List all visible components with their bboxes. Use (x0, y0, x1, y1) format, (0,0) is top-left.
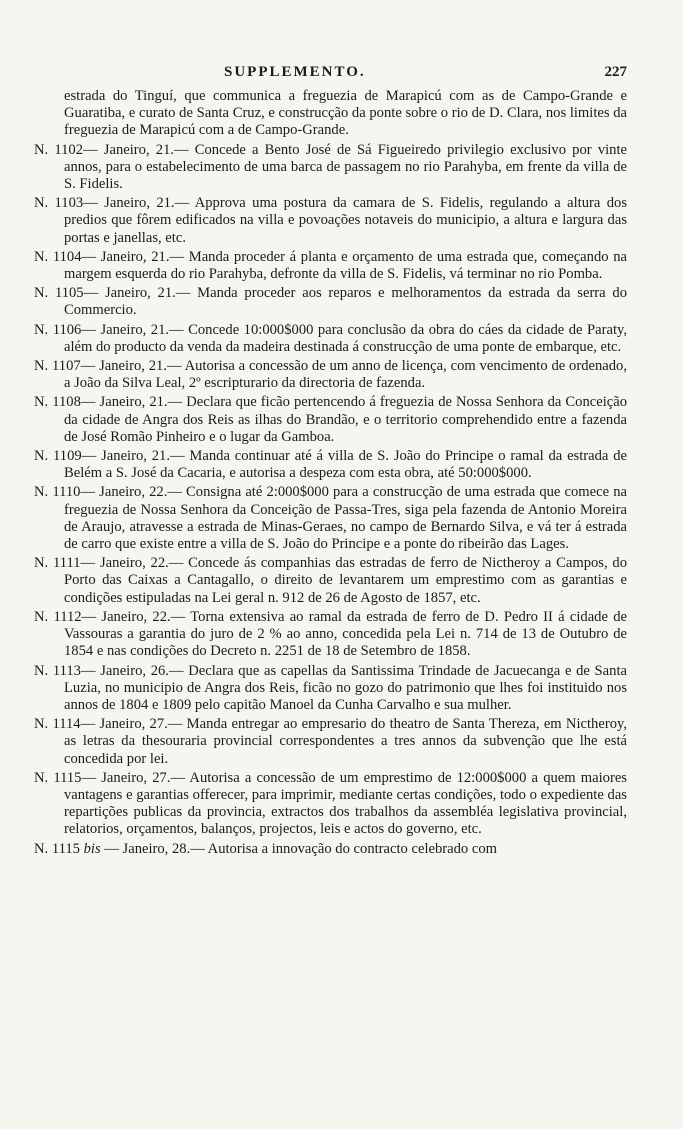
running-title: SUPPLEMENTO. (224, 64, 366, 80)
decree-number: N. 1106— (34, 321, 96, 338)
decree-entry (34, 770, 627, 839)
decree-number: N. 1109— (34, 448, 97, 465)
decree-number: N. 1107— (34, 358, 96, 375)
decree-number: N. 1104— (34, 248, 97, 265)
decree-entry (34, 448, 627, 482)
decree-entry (34, 249, 627, 283)
decree-entry (34, 663, 627, 715)
decree-text: Janeiro, 22.— Torna extensiva ao ramal da estrada de ferro de D. Pedro II á cidade de Vassouras a garantia do juro de 2 % ao anno, concedida pela Lei n. 714 de 13 de Outubro de 1854 e nas condições do Decreto n. 2251 de 18 de Setembro de 1858. (64, 608, 627, 660)
decree-entry (34, 841, 627, 858)
decree-text: Janeiro, 21.— Concede 10:000$000 para conclusão da obra do cáes da cidade de Paraty, além do producto da venda da madeira destinada á construcção de uma ponte de embarque, etc. (64, 321, 628, 355)
decree-entry (34, 322, 627, 356)
decree-number: N. 1110— (34, 484, 96, 501)
decree-text: Janeiro, 21.— Autorisa a concessão de um anno de licença, com vencimento de ordenado, a João da Silva Leal, 2º escripturario da directoria de fazenda. (64, 358, 627, 392)
decree-number: N. 1108— (34, 394, 96, 411)
decree-number: N. 1113— (34, 662, 96, 679)
decree-text: — Janeiro, 28.— Autorisa a innovação do contracto celebrado com (104, 840, 497, 857)
decree-entry (34, 609, 627, 661)
decree-text: Janeiro, 27.— Autorisa a concessão de um emprestimo de 12:000$000 a quem maiores vantagens e garantias offerecer, para imprimir, mediante certas condições, todo o expediente das repartições publicas da provincia, extractos dos trabalhos da assembléa legislativa provincial, relatorios, orçamentos, balanços, projectos, leis e actos do governo, etc. (64, 769, 627, 838)
decree-number: N. 1114— (34, 716, 96, 733)
decree-text: Janeiro, 22.— Concede ás companhias das estradas de ferro de Nictheroy a Campos, do Porto das Caixas a Cantagallo, o direito de levantarem um emprestimo com as garantias e condições estipuladas na Lei geral n. 912 de 26 de Agosto de 1857, etc. (64, 555, 627, 606)
decree-entry (34, 285, 627, 319)
decree-number: N. 1112— (34, 608, 97, 625)
decree-text: Janeiro, 27.— Manda entregar ao empresario do theatro de Santa Thereza, em Nictheroy, as letras da thesouraria provincial correspondentes a tres annos da subvenção que lhe está concedida por lei. (64, 716, 627, 767)
decree-text: Janeiro, 22.— Consigna até 2:000$000 para a construcção de uma estrada que comece na freguezia de Nossa Senhora da Conceição de Passa-Tres, siga pela fazenda de Antonio Moreira de Araujo, atravesse a estrada de Minas-Geraes, no campo de Bernardo Silva, e vá ter á estrada de carro que existe entre a villa de S. João do Principe e a ponte do ribeirão das Lages. (64, 484, 627, 553)
decree-bis-marker: bis (83, 840, 101, 857)
decree-number: N. 1115— (34, 769, 97, 786)
continued-entry: estrada do Tinguí, que communica a freguezia de Marapicú com as de Campo-Grande e Guaratiba, e curato de Santa Cruz, e construcção da ponte sobre o rio de D. Clara, nos limites da freguezia de Marapicú com a de Campo-Grande. (64, 88, 627, 139)
decree-entry (34, 358, 627, 392)
page-header (34, 58, 627, 88)
decree-text: Janeiro, 21.— Approva uma postura da camara de S. Fidelis, regulando a altura dos predios que fôrem edificados na villa e povoações notaveis do municipio, a altura e largura das portas e janellas, etc. (64, 195, 628, 246)
decree-text: Janeiro, 21.— Declara que ficão pertencendo á freguezia de Nossa Senhora da Conceição da cidade de Angra dos Reis as ilhas do Brandão, e o territorio comprehendido entre a fazenda de José Romão Pinheiro e o lugar da Gamboa. (64, 394, 628, 445)
decree-entry (34, 716, 627, 768)
decree-text: Janeiro, 26.— Declara que as capellas da Santissima Trindade de Jacuecanga e de Santa Luzia, no municipio de Angra dos Reis, ficão no gozo do patrimonio que lhes foi instituido nos annos de 1804 e 1809 pelo capitão Manoel da Cunha Carvalho e sua mulher. (64, 662, 627, 713)
decree-number: N. 1111— (34, 555, 96, 572)
entries-list (34, 88, 627, 858)
decree-text: Janeiro, 21.— Manda proceder aos reparos e melhoramentos da estrada da serra do Commercio. (64, 285, 627, 319)
entry-container (34, 142, 627, 858)
decree-text: Janeiro, 21.— Manda proceder á planta e orçamento de uma estrada que, começando na margem esquerda do rio Parahyba, defronte da villa de S. Fidelis, vá terminar no rio Pomba. (64, 248, 627, 283)
decree-entry (34, 142, 627, 194)
decree-text: Janeiro, 21.— Concede a Bento José de Sá Figueiredo privilegio exclusivo por vinte annos, para o estabelecimento de uma barca de passagem no rio Parahyba, em frente da villa de S. Fidelis. (64, 141, 627, 193)
decree-number: N. 1103— (34, 195, 98, 212)
decree-entry (34, 195, 627, 247)
decree-entry (34, 555, 627, 607)
decree-number: N. 1102— (34, 141, 98, 158)
decree-number: N. 1105— (34, 285, 99, 302)
page-number: 227 (604, 64, 627, 80)
decree-entry (34, 394, 627, 446)
decree-number: N. 1115 (34, 840, 80, 857)
decree-entry (34, 484, 627, 553)
decree-text: Janeiro, 21.— Manda continuar até á villa de S. João do Principe o ramal da estrada de Belém a S. José da Cacaria, e autorisa a despeza com esta obra, até 50:000$000. (64, 448, 627, 482)
